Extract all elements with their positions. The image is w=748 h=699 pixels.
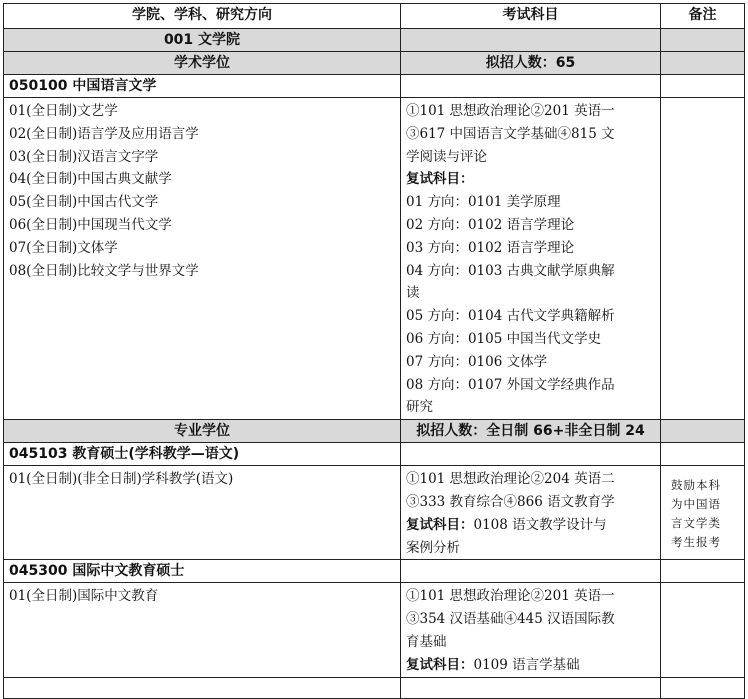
retest-inline: 0109 语言学基础 [473,656,580,673]
degree-type-label: 专业学位 [4,420,401,443]
note-line: 为中国语 [671,497,721,512]
retest-label: 复试科目： [406,171,474,188]
directions-cell [4,583,401,677]
retest-line: 07 方向：0106 文体学 [406,353,548,370]
direction-item: 05(全日制)中国古代文学 [9,194,159,211]
degree-type-row-academic [4,52,745,75]
header-college-subject-direction: 学院、学科、研究方向 [4,4,401,29]
exam-subjects-cell [401,98,661,420]
college-exam-cell [401,29,661,52]
admissions-table [3,3,745,699]
exam-line: ①101 思想政治理论②201 英语一 [406,588,615,605]
program-note-empty [661,75,745,98]
exam-line: ③617 中国语言文学基础④815 文 [406,125,615,142]
header-row [4,4,745,29]
retest-line: 03 方向：0102 语言学理论 [406,239,575,256]
exam-subjects-cell [401,466,661,560]
note-cell [661,98,745,420]
program-exam-empty [401,443,661,466]
note-cell [661,583,745,677]
note-line: 言文学类 [671,516,721,531]
degree-type-note-cell [661,420,745,443]
retest-line: 读 [406,285,420,302]
program-exam-empty [401,560,661,583]
retest-line: 02 方向：0102 语言学理论 [406,216,575,233]
college-note-cell [661,29,745,52]
retest-inline: 0108 语文教学设计与 [473,516,607,533]
direction-item: 08(全日制)比较文学与世界文学 [9,262,199,279]
college-name: 001 文学院 [4,29,401,52]
direction-item: 07(全日制)文体学 [9,239,118,256]
program-code-name: 045103 教育硕士(学科教学—语文) [4,443,401,466]
program-row-045300 [4,560,745,583]
program-row-050100 [4,75,745,98]
exam-subjects-cell [401,583,661,677]
direction-item: 01(全日制)国际中文教育 [9,588,159,605]
retest-line: 08 方向：0107 外国文学经典作品 [406,376,615,393]
direction-item: 06(全日制)中国现当代文学 [9,216,172,233]
program-detail-row-050100 [4,98,745,420]
degree-type-row-professional [4,420,745,443]
directions-cell [4,466,401,560]
retest-line: 案例分析 [406,539,460,556]
exam-line: 育基础 [406,633,447,650]
direction-item: 01(全日制)文艺学 [9,103,118,119]
direction-item: 01(全日制)(非全日制)学科教学(语文) [9,471,234,488]
exam-line: ①101 思想政治理论②201 英语一 [406,103,615,119]
retest-line: 01 方向：0101 美学原理 [406,194,561,211]
exam-line: ③333 教育综合④866 语文教育学 [406,493,615,510]
program-code-name: 045300 国际中文教育硕士 [4,560,401,583]
direction-item: 02(全日制)语言学及应用语言学 [9,125,199,142]
program-row-045103 [4,443,745,466]
note-line: 鼓励本科 [671,478,721,493]
exam-line: ①101 思想政治理论②204 英语二 [406,471,615,488]
directions-cell [4,98,401,420]
retest-line: 05 方向：0104 古代文学典籍解析 [406,308,615,325]
retest-line: 04 方向：0103 古典文献学原典解 [406,262,615,279]
degree-type-note-cell [661,52,745,75]
header-exam-subjects: 考试科目 [401,4,661,29]
college-row [4,29,745,52]
retest-label: 复试科目： [406,516,474,533]
program-detail-row-045300 [4,583,745,677]
program-detail-row-045103 [4,466,745,560]
exam-line: 学阅读与评论 [406,148,487,165]
retest-line: 研究 [406,399,433,416]
retest-label: 复试科目： [406,656,474,673]
direction-item: 03(全日制)汉语言文字学 [9,148,159,165]
degree-type-label: 学术学位 [4,52,401,75]
note-line: 考生报考 [671,535,721,550]
quota-label: 拟招人数：65 [401,52,661,75]
note-cell [661,466,745,560]
program-code-name: 050100 中国语言文学 [4,75,401,98]
header-notes: 备注 [661,4,745,29]
exam-line: ③354 汉语基础④445 汉语国际教 [406,611,615,628]
direction-item: 04(全日制)中国古典文献学 [9,171,172,188]
program-note-empty [661,443,745,466]
retest-line: 06 方向：0105 中国当代文学史 [406,330,602,347]
program-exam-empty [401,75,661,98]
quota-label: 拟招人数：全日制 66+非全日制 24 [401,420,661,443]
program-note-empty [661,560,745,583]
